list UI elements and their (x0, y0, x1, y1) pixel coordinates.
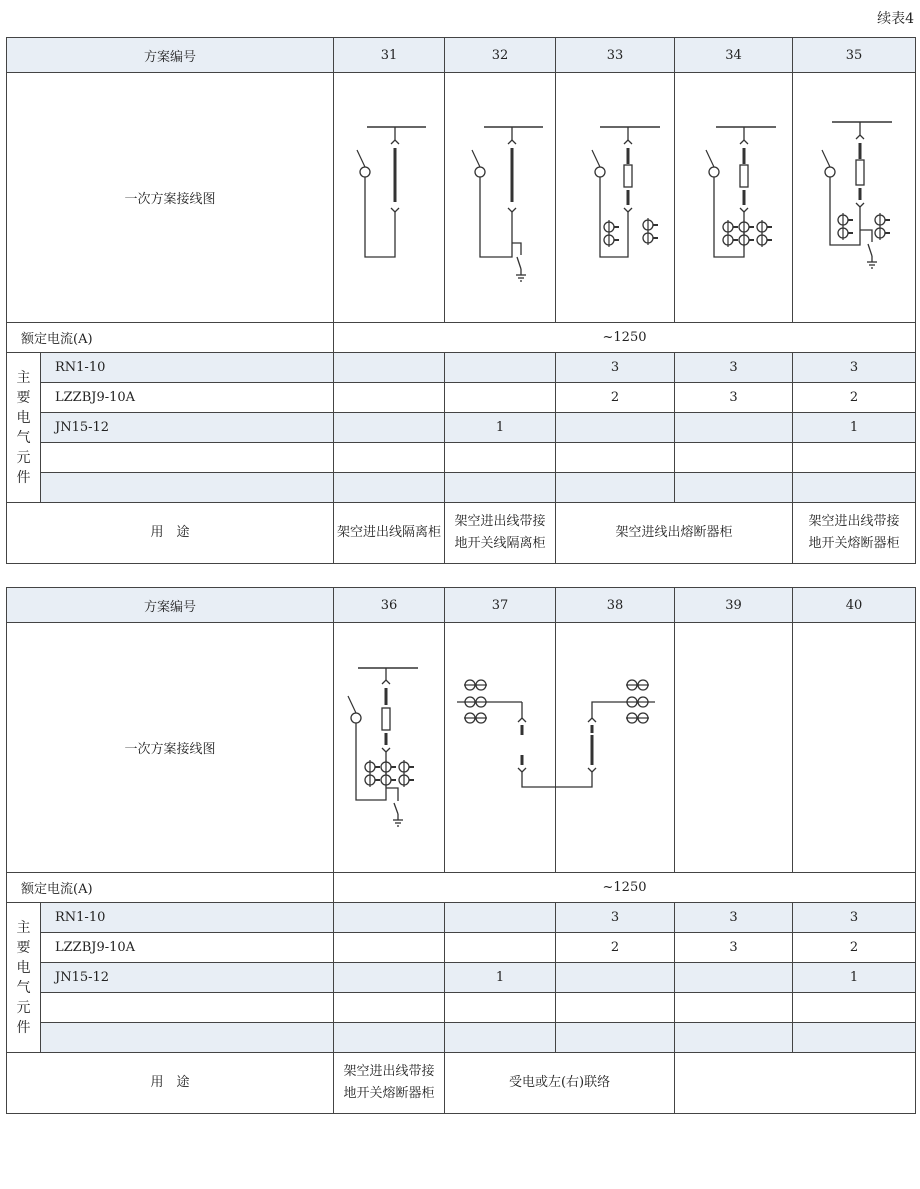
component-name (41, 443, 334, 473)
component-name: RN1-10 (41, 903, 334, 933)
component-quantity: 2 (793, 383, 916, 413)
component-quantity (334, 993, 445, 1023)
diagram-label: 一次方案接线图 (7, 73, 334, 323)
component-quantity (556, 473, 675, 503)
scheme-number-label: 方案编号 (7, 588, 334, 623)
component-name (41, 993, 334, 1023)
scheme-number: 39 (675, 588, 793, 623)
component-quantity (793, 993, 916, 1023)
component-quantity (556, 993, 675, 1023)
usage-text: 架空进线出熔断器柜 (556, 503, 793, 564)
rated-current-row (7, 323, 916, 353)
component-quantity: 2 (556, 933, 675, 963)
component-quantity (334, 963, 445, 993)
component-name: LZZBJ9-10A (41, 383, 334, 413)
component-quantity (675, 473, 793, 503)
usage-text: 架空进出线带接 地开关熔断器柜 (793, 503, 916, 564)
component-row (7, 993, 916, 1023)
usage-label: 用 途 (7, 1053, 334, 1114)
component-quantity (675, 413, 793, 443)
component-quantity: 1 (445, 413, 556, 443)
component-quantity (445, 383, 556, 413)
diagram-row (7, 73, 916, 323)
wiring-diagram-cell (445, 623, 556, 873)
component-quantity (445, 473, 556, 503)
component-quantity (334, 1023, 445, 1053)
component-row (7, 473, 916, 503)
component-row (7, 903, 916, 933)
component-quantity (445, 353, 556, 383)
wiring-diagram-cell (793, 73, 916, 323)
usage-row (7, 503, 916, 564)
wiring-diagram-cell (556, 623, 675, 873)
rated-current-label: 额定电流(A) (7, 873, 334, 903)
component-quantity (556, 443, 675, 473)
component-quantity: 3 (793, 903, 916, 933)
wiring-diagram-cell (334, 73, 445, 323)
wiring-diagram-cell (334, 623, 445, 873)
component-name: RN1-10 (41, 353, 334, 383)
scheme-table (6, 37, 916, 564)
component-quantity (334, 443, 445, 473)
usage-text: 架空进出线隔离柜 (334, 503, 445, 564)
header-row (7, 38, 916, 73)
scheme-number: 37 (445, 588, 556, 623)
component-name: LZZBJ9-10A (41, 933, 334, 963)
component-row (7, 383, 916, 413)
component-quantity (793, 443, 916, 473)
usage-text: 架空进出线带接 地开关熔断器柜 (334, 1053, 445, 1114)
diagram-label: 一次方案接线图 (7, 623, 334, 873)
rated-current-value: ~1250 (334, 323, 916, 353)
component-name (41, 1023, 334, 1053)
component-quantity (334, 353, 445, 383)
component-quantity (793, 473, 916, 503)
component-quantity: 3 (556, 903, 675, 933)
component-row (7, 933, 916, 963)
component-quantity (556, 1023, 675, 1053)
component-row (7, 413, 916, 443)
diagram-row (7, 623, 916, 873)
scheme-table-1 (6, 37, 915, 564)
scheme-number: 33 (556, 38, 675, 73)
usage-label: 用 途 (7, 503, 334, 564)
component-row (7, 353, 916, 383)
component-quantity: 2 (793, 933, 916, 963)
scheme-number: 35 (793, 38, 916, 73)
component-quantity: 3 (675, 903, 793, 933)
component-quantity (675, 1023, 793, 1053)
component-quantity (334, 473, 445, 503)
component-quantity: 1 (793, 963, 916, 993)
component-quantity (556, 963, 675, 993)
rated-current-label: 额定电流(A) (7, 323, 334, 353)
component-quantity: 3 (675, 383, 793, 413)
scheme-number: 34 (675, 38, 793, 73)
component-name (41, 473, 334, 503)
scheme-number: 31 (334, 38, 445, 73)
scheme-number: 36 (334, 588, 445, 623)
component-quantity (334, 903, 445, 933)
component-quantity (445, 933, 556, 963)
component-quantity: 3 (556, 353, 675, 383)
components-label: 主要电气元件 (7, 903, 41, 1053)
component-row (7, 443, 916, 473)
component-quantity (793, 1023, 916, 1053)
component-name: JN15-12 (41, 963, 334, 993)
scheme-table-2 (6, 587, 915, 1114)
component-quantity (445, 993, 556, 1023)
usage-text (675, 1053, 916, 1114)
component-row (7, 963, 916, 993)
page-label: 续表4 (877, 11, 914, 27)
usage-row (7, 1053, 916, 1114)
header-row (7, 588, 916, 623)
scheme-table (6, 587, 916, 1114)
component-quantity: 1 (445, 963, 556, 993)
component-quantity (556, 413, 675, 443)
wiring-diagram-cell (675, 623, 793, 873)
wiring-diagram-cell (445, 73, 556, 323)
wiring-diagram-cell (675, 73, 793, 323)
scheme-number-label: 方案编号 (7, 38, 334, 73)
wiring-diagram-cell (793, 623, 916, 873)
component-quantity (675, 993, 793, 1023)
component-quantity: 1 (793, 413, 916, 443)
component-quantity (334, 383, 445, 413)
scheme-number: 38 (556, 588, 675, 623)
rated-current-value: ~1250 (334, 873, 916, 903)
component-quantity: 3 (675, 933, 793, 963)
usage-text: 受电或左(右)联络 (445, 1053, 675, 1114)
component-quantity (675, 443, 793, 473)
component-quantity: 3 (793, 353, 916, 383)
scheme-number: 32 (445, 38, 556, 73)
rated-current-row (7, 873, 916, 903)
scheme-number: 40 (793, 588, 916, 623)
usage-text: 架空进出线带接 地开关线隔离柜 (445, 503, 556, 564)
component-quantity: 2 (556, 383, 675, 413)
component-name: JN15-12 (41, 413, 334, 443)
component-quantity: 3 (675, 353, 793, 383)
component-row (7, 1023, 916, 1053)
component-quantity (445, 903, 556, 933)
component-quantity (675, 963, 793, 993)
component-quantity (334, 413, 445, 443)
component-quantity (445, 1023, 556, 1053)
component-quantity (445, 443, 556, 473)
component-quantity (334, 933, 445, 963)
wiring-diagram-cell (556, 73, 675, 323)
components-label: 主要电气元件 (7, 353, 41, 503)
